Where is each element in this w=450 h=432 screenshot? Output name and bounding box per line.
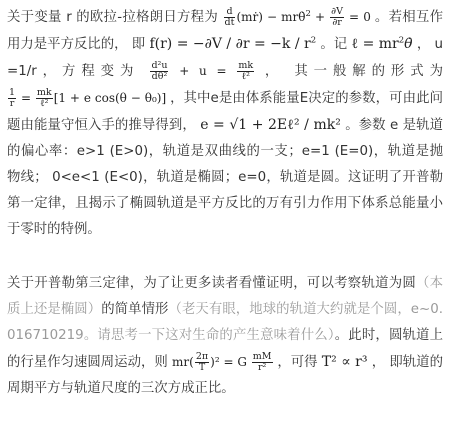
circular-orbit-equation: mr( $\frac{2\pi}{T}$ )² = G $\frac{mM}{\text{r²}}$ (172, 351, 272, 373)
text: 的简单情形 (101, 302, 169, 317)
text: 。参数 e 是轨道的偏心率：e>1 (E>0)，轨道是双曲线的一支；e=1 (E=0)，轨道是抛物线； 0<e<1 (E<0)，轨道是椭圆；e=0，轨道是圆。这证明了开普勒第一定律，且揭示了椭圆轨道是平方反比的万有引力作用下体系总能量小于零时的特例。 (7, 118, 443, 237)
binet-equation: $\frac{\text{d²u}}{\text{dθ²}}$ + u = $\frac{mk}{\text{ℓ²}}$ (151, 60, 254, 82)
orbit-solution-equation: $\frac{1}{r}$ = $\frac{mk}{\text{ℓ²}}$ [1 + e cos(θ − θ₀)] (9, 87, 167, 109)
aside-text: （老天有眼，地球的轨道大约就是个圆，e~0.016710219。请思考一下这对生命的产生意味着什么） (7, 302, 444, 343)
period-relation-equation: T² ∝ r³ (321, 354, 368, 370)
text: ，其中e是由体系能量E决定的参数，可由此问题由能量守恒入手的推导得到， (7, 91, 443, 133)
paragraph-kepler-first-law (7, 4, 443, 243)
text: 。此时，圆轨道上的行星作匀速圆周运动，则 (7, 328, 444, 370)
euler-lagrange-equation: $\frac{d}{dt}$ (mṙ) − mrθ̇$^2$ + $\frac{\partial V}{\partial r}$ = 0 (224, 6, 371, 28)
paragraph-kepler-third-law (7, 271, 443, 402)
text: 关于开普勒第三定律，为了让更多读者看懂证明，可以考察轨道为圆 (7, 276, 416, 291)
text: 关于变量 r 的欧拉-拉格朗日方程为 (7, 10, 218, 25)
text: ， 其一般解的形式为 (264, 64, 443, 79)
text: ，可得 (277, 355, 318, 370)
text: 。若相互作用力是平方反比的， 即 (7, 10, 443, 52)
text: ， u=1/r，方程变为 (7, 37, 444, 79)
angular-momentum-equation: ℓ = $mr^2\thetȧ$ (351, 35, 413, 52)
text: ， 即轨道的周期平方与轨道尺度的三次方成正比。 (7, 355, 443, 396)
text: 。记 (320, 37, 348, 52)
force-equation: $f(r) = -\partial V / \partial r = -k / r^2$ (149, 35, 317, 52)
eccentricity-equation: e = √1 + 2Eℓ² / mk² (200, 117, 341, 133)
aside-text: （本质上还是椭圆） (7, 276, 444, 317)
